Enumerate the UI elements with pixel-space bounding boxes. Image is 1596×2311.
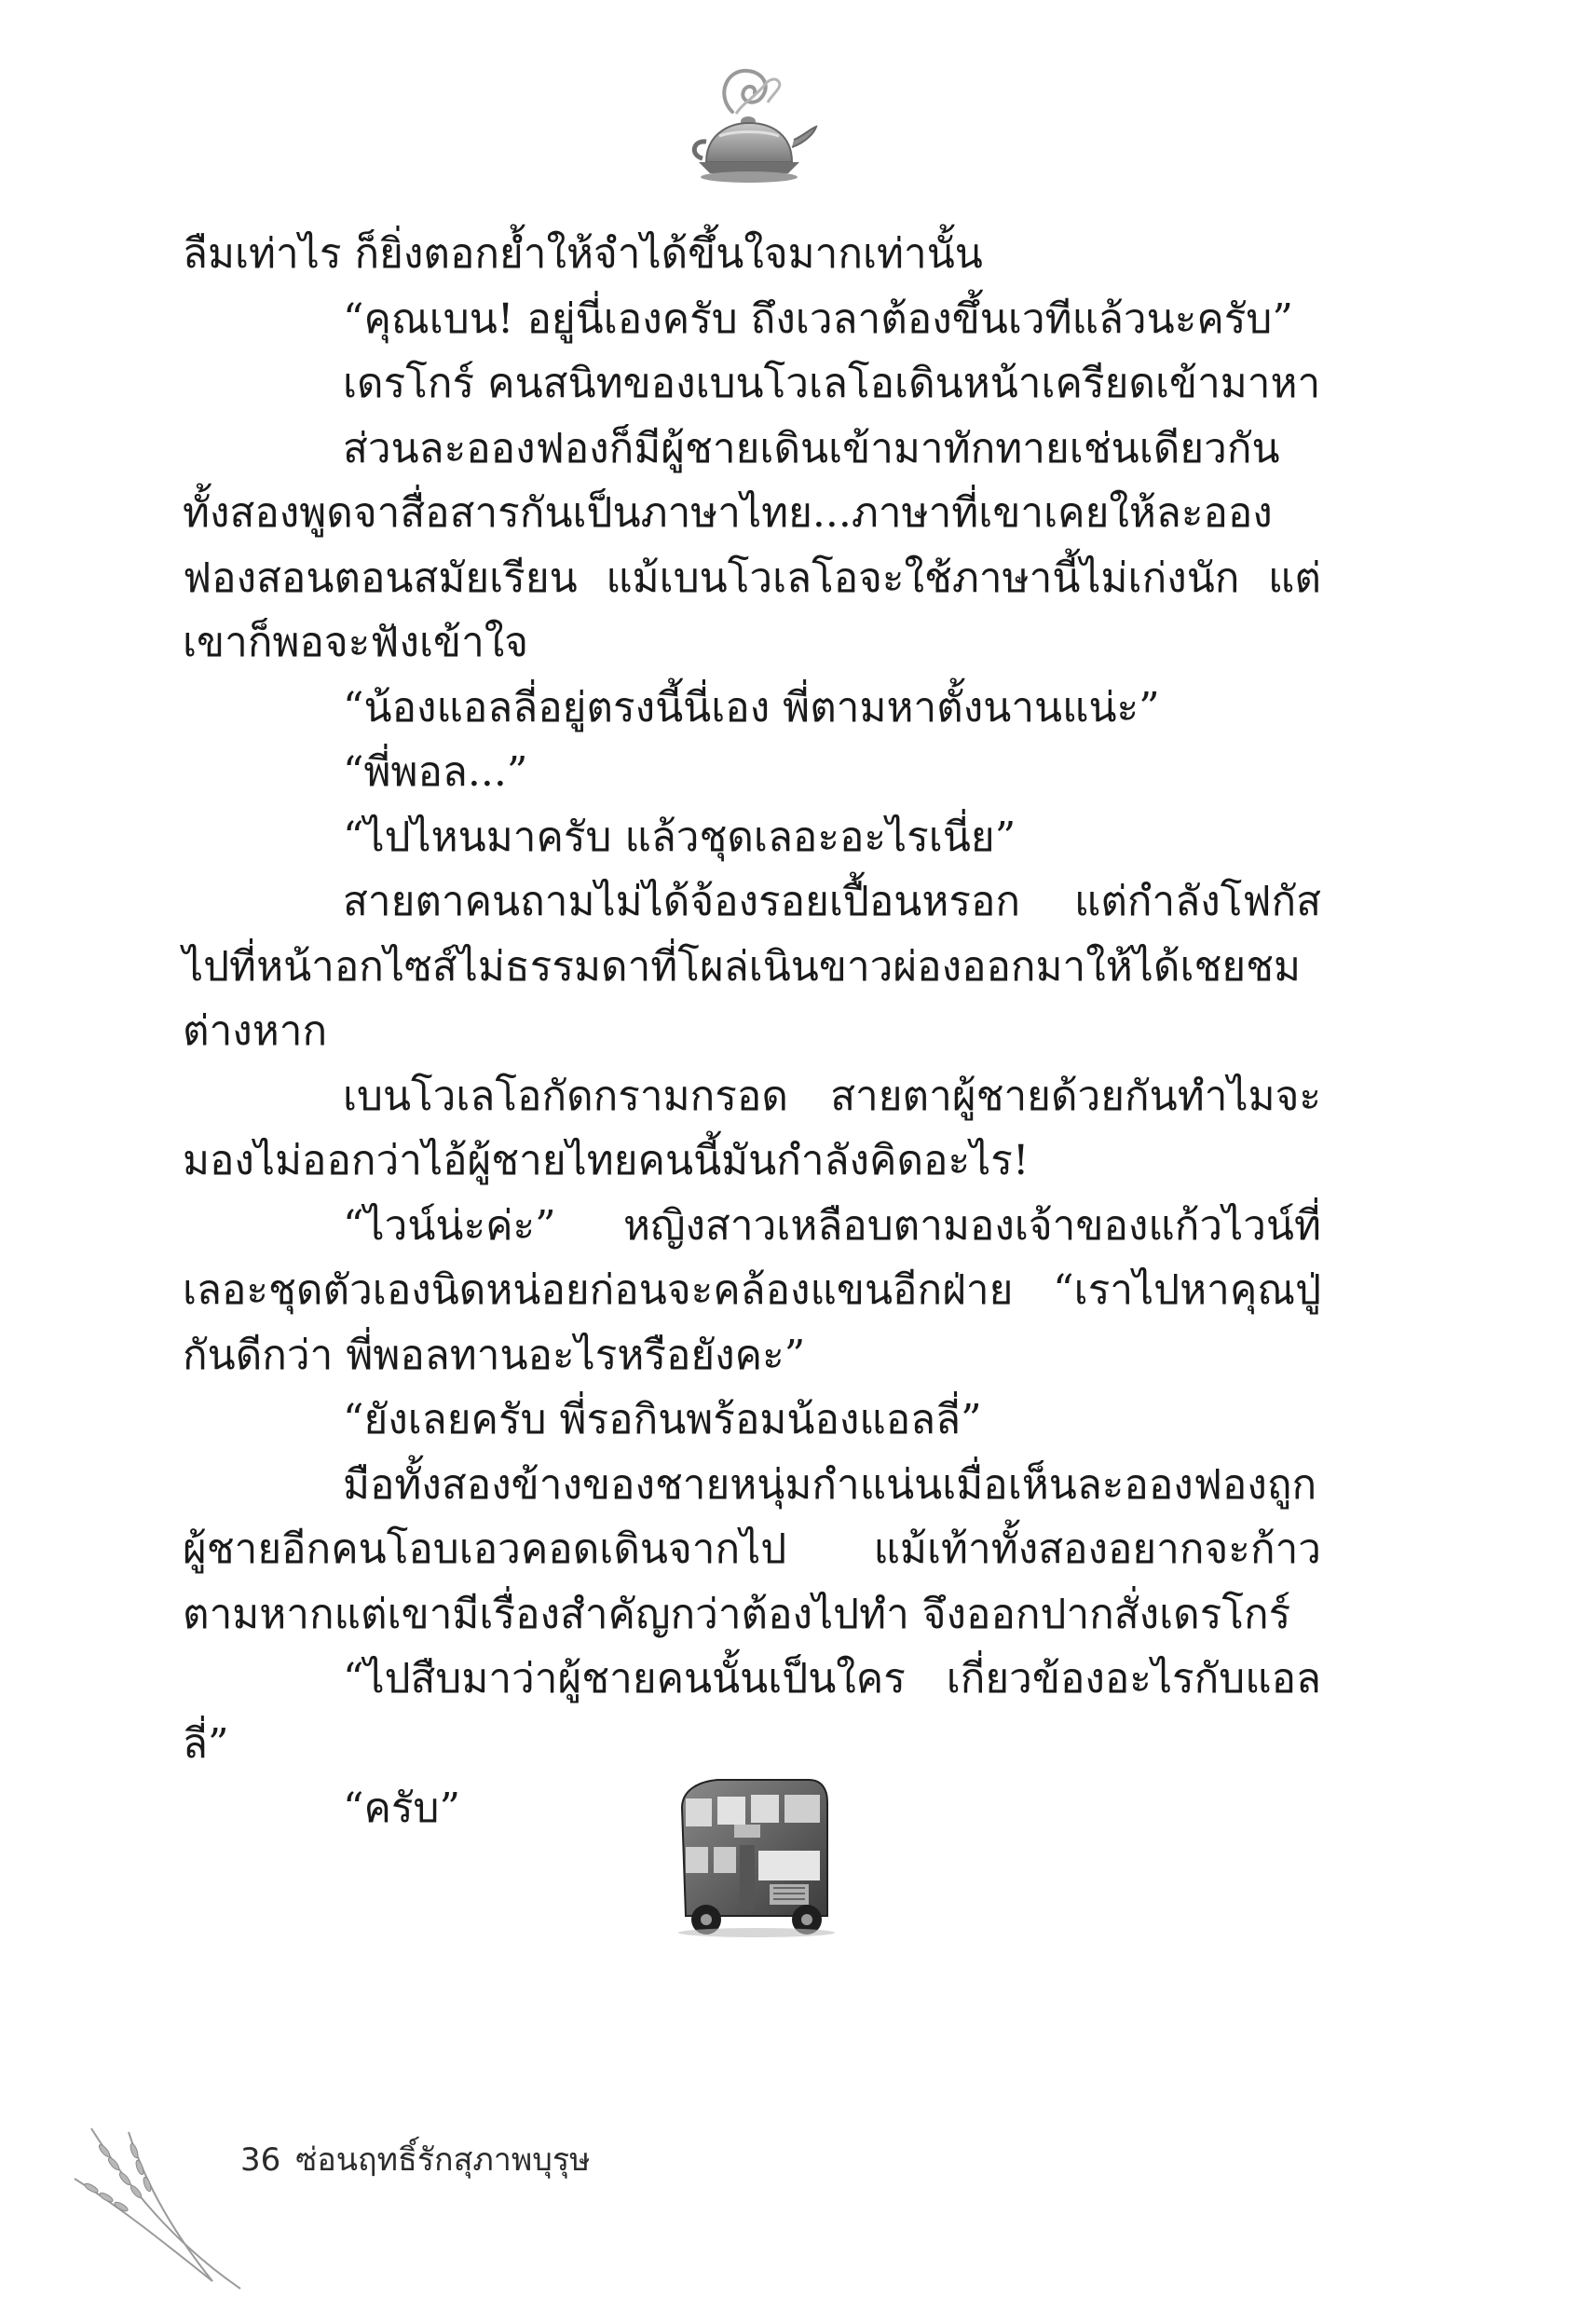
paragraph: เบนโวเลโอกัดกรามกรอด สายตาผู้ชายด้วยกันทำไมจะมองไม่ออกว่าไอ้ผู้ชายไทยคนนี้มันกำลังคิดอะไร! [183, 1072, 1321, 1184]
paragraph: “ไปสืบมาว่าผู้ชายคนนั้นเป็นใคร เกี่ยวข้องอะไรกับแอลลี่” [183, 1655, 1321, 1768]
paragraph: เดรโกร์ คนสนิทของเบนโวเลโอเดินหน้าเครียดเข้ามาหา [343, 360, 1321, 407]
paragraph: สายตาคนถามไม่ได้จ้องรอยเปื้อนหรอก แต่กำลังโฟกัสไปที่หน้าอกไซส์ไม่ธรรมดาที่โผล่เนินขาวผ่องออกมาให้ได้เชยชมต่างหาก [183, 878, 1321, 1055]
paragraph: “ครับ” [343, 1785, 460, 1832]
page-number: 36 [240, 2141, 281, 2179]
double-decker-bus-icon [669, 1771, 837, 1938]
paragraph: “ไวน์น่ะค่ะ” หญิงสาวเหลือบตามองเจ้าของแก้วไวน์ที่เลอะชุดตัวเองนิดหน่อยก่อนจะคล้องแขนอีกฝ่าย “เราไปหาคุณปู่กันดีกว่า พี่พอลทานอะไรหรือยังคะ” [183, 1201, 1321, 1379]
teapot-genie-icon [678, 58, 818, 193]
paragraph: “คุณเบน! อยู่นี่เองครับ ถึงเวลาต้องขึ้นเวทีแล้วนะครับ” [343, 294, 1293, 343]
paragraph: มือทั้งสองข้างของชายหนุ่มกำแน่นเมื่อเห็นละอองฟองถูกผู้ชายอีกคนโอบเอวคอดเดินจากไป แม้เท้าทั้งสองอยากจะก้าวตามหากแต่เขามีเรื่องสำคัญกว่าต้องไปทำ จึงออกปากสั่งเดรโกร์ [183, 1460, 1321, 1638]
paragraph: ส่วนละอองฟองก็มีผู้ชายเดินเข้ามาทักทายเช่นเดียวกัน ทั้งสองพูดจาสื่อสารกันเป็นภาษาไทย...ภาษาที่เขาเคยให้ละอองฟองสอนตอนสมัยเรียน แม้เบนโวเลโอจะใช้ภาษานี้ไม่เก่งนัก แต่เขาก็พอจะฟังเข้าใจ [183, 424, 1321, 666]
book-title: ซ่อนฤทธิ์รักสุภาพบุรุษ [295, 2141, 591, 2179]
paragraph: “น้องแอลลี่อยู่ตรงนี้นี่เอง พี่ตามหาตั้งนานแน่ะ” [343, 683, 1160, 732]
paragraph: “พี่พอล...” [343, 748, 528, 796]
page-footer [240, 2134, 591, 2184]
chapter-body-text [183, 222, 1321, 1841]
paragraph: “ไปไหนมาครับ แล้วชุดเลอะอะไรเนี่ย” [343, 813, 1016, 861]
wheat-sprig-icon [73, 2123, 250, 2292]
paragraph: “ยังเลยครับ พี่รอกินพร้อมน้องแอลลี่” [343, 1396, 982, 1443]
paragraph: ลืมเท่าไร ก็ยิ่งตอกย้ำให้จำได้ขึ้นใจมากเท่านั้น [183, 230, 983, 278]
